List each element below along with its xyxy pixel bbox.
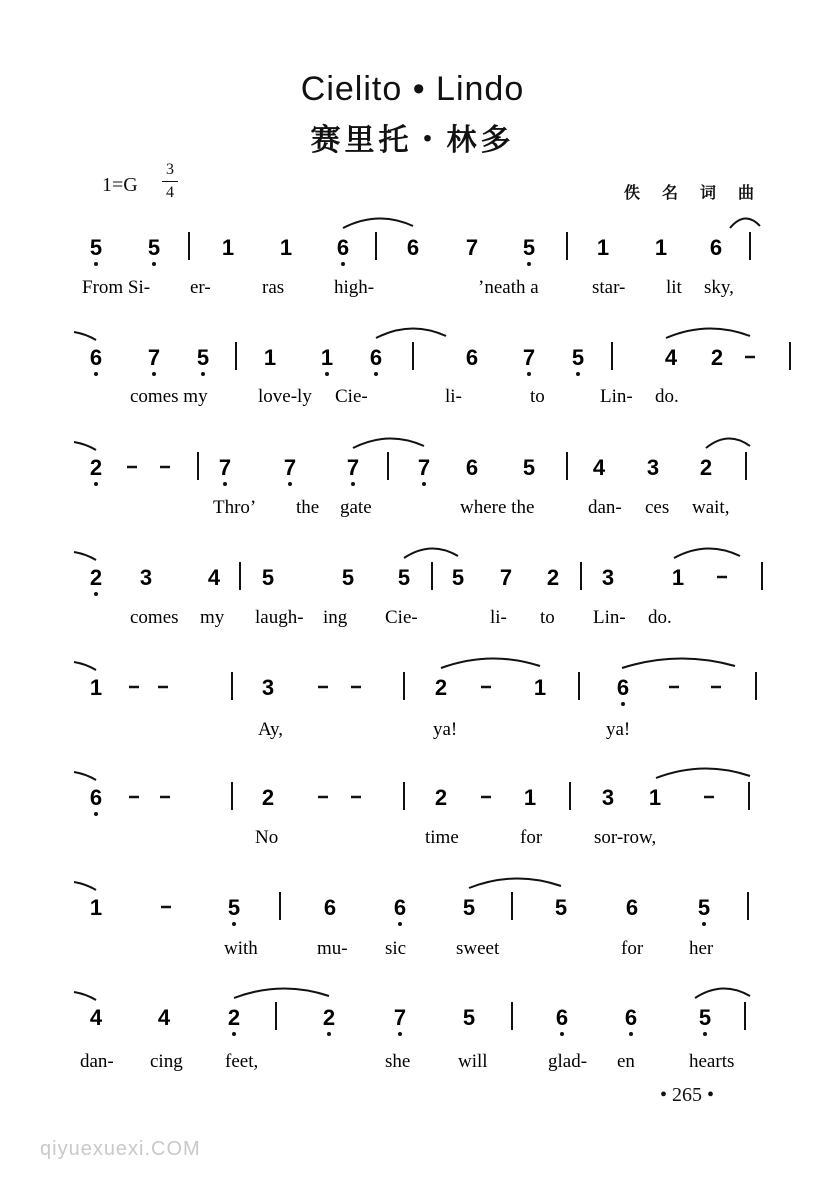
octave-dot [94,482,98,486]
lyric-word: for [520,827,543,848]
note: 5 [522,235,536,260]
slur [376,328,446,338]
note: 2 [261,785,275,810]
note: 1 [320,345,334,370]
lyric-word: wait, [692,497,730,518]
lyric-word: en [617,1051,635,1072]
note: 6 [406,235,420,260]
lyric-word: do. [648,607,672,628]
slur [695,988,750,998]
note: 3 [601,565,615,590]
tie-continuation [74,332,96,340]
page-number: • 265 • [660,1084,715,1106]
slur [343,218,413,228]
note: 5 [462,895,476,920]
note: 4 [89,1005,103,1030]
octave-dot [288,482,292,486]
slur [656,768,750,778]
lyric-word: dan- [588,497,622,518]
lyric-word: the [296,497,320,518]
lyric-word: lit [666,277,682,298]
lyric-word: ya! [433,719,458,740]
lyric-word: ing [323,607,348,628]
note: 3 [139,565,153,590]
octave-dot [374,372,378,376]
note: 1 [648,785,662,810]
note: 1 [654,235,668,260]
note: 5 [451,565,465,590]
note: 7 [499,565,513,590]
note: 6 [624,1005,638,1030]
note: 2 [710,345,724,370]
octave-dot [621,702,625,706]
lyric-word: From Si- [82,277,151,298]
slur [234,988,329,998]
title-english: Cielito • Lindo [300,70,525,108]
lyric-word: Ay, [258,719,283,740]
note: 7 [417,455,431,480]
lyric-word: cing [150,1051,183,1072]
note: 5 [522,455,536,480]
octave-dot [629,1032,633,1036]
title-chinese: 赛里托・林多 [310,123,515,158]
note: 6 [323,895,337,920]
lyric-word: love-ly [258,386,312,407]
tie-continuation [74,772,96,780]
octave-dot [341,262,345,266]
octave-dot [422,482,426,486]
octave-dot [398,1032,402,1036]
note: 1 [523,785,537,810]
lyric-word: gate [340,497,372,518]
lyric-word: where the [460,497,535,518]
lyric-word: No [255,827,279,848]
slur [441,658,540,668]
note: 3 [261,675,275,700]
note: 1 [89,895,103,920]
lyric-word: li- [445,386,462,407]
slur [674,548,740,558]
lyric-word: do. [655,386,679,407]
note: 6 [555,1005,569,1030]
slur [622,658,735,668]
octave-dot [152,372,156,376]
note: 5 [341,565,355,590]
note: 5 [397,565,411,590]
note: 2 [89,455,103,480]
octave-dot [94,592,98,596]
note: 5 [261,565,275,590]
note: 1 [279,235,293,260]
lyric-word: time [425,827,459,848]
watermark-text: qiyuexuexi.COM [40,1138,201,1160]
note: 4 [664,345,678,370]
lyric-word: mu- [317,938,348,959]
note: 1 [533,675,547,700]
note: 4 [592,455,606,480]
note: 2 [322,1005,336,1030]
octave-dot [94,262,98,266]
note: 5 [462,1005,476,1030]
lyric-word: her [689,938,714,959]
slur [353,438,424,448]
lyric-word: dan- [80,1051,114,1072]
lyric-word: comes [130,607,179,628]
note: 5 [227,895,241,920]
octave-dot [223,482,227,486]
lyric-word: li- [490,607,507,628]
credit-anonymous: 佚名词曲 [624,183,777,202]
octave-dot [351,482,355,486]
time-signature-top: 3 [166,161,174,178]
note: 5 [698,1005,712,1030]
note: 6 [369,345,383,370]
key-signature: 1=G [102,174,138,196]
octave-dot [94,372,98,376]
lyric-word: sic [385,938,407,959]
note: 6 [625,895,639,920]
lyric-word: er- [190,277,211,298]
lyric-word: feet, [225,1051,259,1072]
octave-dot [232,1032,236,1036]
note: 5 [697,895,711,920]
octave-dot [398,922,402,926]
note: 6 [89,785,103,810]
note: 4 [207,565,221,590]
note: 4 [157,1005,171,1030]
note: 6 [709,235,723,260]
octave-dot [152,262,156,266]
note: 6 [89,345,103,370]
octave-dot [703,1032,707,1036]
slur [404,548,458,558]
lyric-word: she [385,1051,411,1072]
lyric-word: Cie- [335,386,368,407]
lyric-word: Cie- [385,607,418,628]
note: 5 [196,345,210,370]
note: 3 [601,785,615,810]
octave-dot [325,372,329,376]
note: 7 [465,235,479,260]
note: 5 [147,235,161,260]
lyric-word: with [224,938,258,959]
lyric-word: star- [592,277,626,298]
note: 7 [147,345,161,370]
lyric-word: for [621,938,644,959]
octave-dot [327,1032,331,1036]
lyric-word: my [200,607,225,628]
note: 1 [671,565,685,590]
note: 5 [554,895,568,920]
lyric-word: hearts [689,1051,735,1072]
time-signature-bottom: 4 [166,184,174,201]
note: 1 [263,345,277,370]
note: 5 [571,345,585,370]
note: 2 [434,785,448,810]
octave-dot [94,812,98,816]
octave-dot [576,372,580,376]
note: 7 [218,455,232,480]
lyric-word: Thro’ [213,497,257,518]
lyric-word: sky, [704,277,734,298]
tie-continuation [74,552,96,560]
note: 6 [616,675,630,700]
note: 2 [546,565,560,590]
octave-dot [560,1032,564,1036]
lyric-word: ces [645,497,670,518]
note: 1 [596,235,610,260]
note: 7 [283,455,297,480]
octave-dot [201,372,205,376]
octave-dot [527,262,531,266]
lyric-word: high- [334,277,375,298]
octave-dot [232,922,236,926]
lyric-word: ras [262,277,285,298]
lyric-word: ya! [606,719,631,740]
tie-continuation [74,992,96,1000]
tie-continuation [74,882,96,890]
lyric-word: sweet [456,938,500,959]
slur [730,218,760,228]
octave-dot [702,922,706,926]
note: 6 [336,235,350,260]
note: 5 [89,235,103,260]
note: 1 [89,675,103,700]
note: 6 [393,895,407,920]
lyric-word: sor-row, [594,827,657,848]
note: 2 [89,565,103,590]
lyric-word: Lin- [593,607,626,628]
note: 2 [227,1005,241,1030]
note: 3 [646,455,660,480]
note: 2 [434,675,448,700]
slur [666,328,750,338]
note: 1 [221,235,235,260]
lyric-word: glad- [548,1051,588,1072]
note: 6 [465,455,479,480]
tie-continuation [74,662,96,670]
tie-continuation [74,442,96,450]
note: 6 [465,345,479,370]
lyric-word: Lin- [600,386,633,407]
note: 7 [346,455,360,480]
watermark [40,1138,201,1161]
note: 2 [699,455,713,480]
lyric-word: to [530,386,545,407]
slur [706,438,750,448]
lyric-word: laugh- [255,607,304,628]
note: 7 [393,1005,407,1030]
lyric-word: comes my [130,386,208,407]
slur [469,878,561,888]
note: 7 [522,345,536,370]
lyric-word: ’neath a [478,277,539,298]
lyric-word: will [458,1051,488,1072]
lyric-word: to [540,607,555,628]
octave-dot [527,372,531,376]
